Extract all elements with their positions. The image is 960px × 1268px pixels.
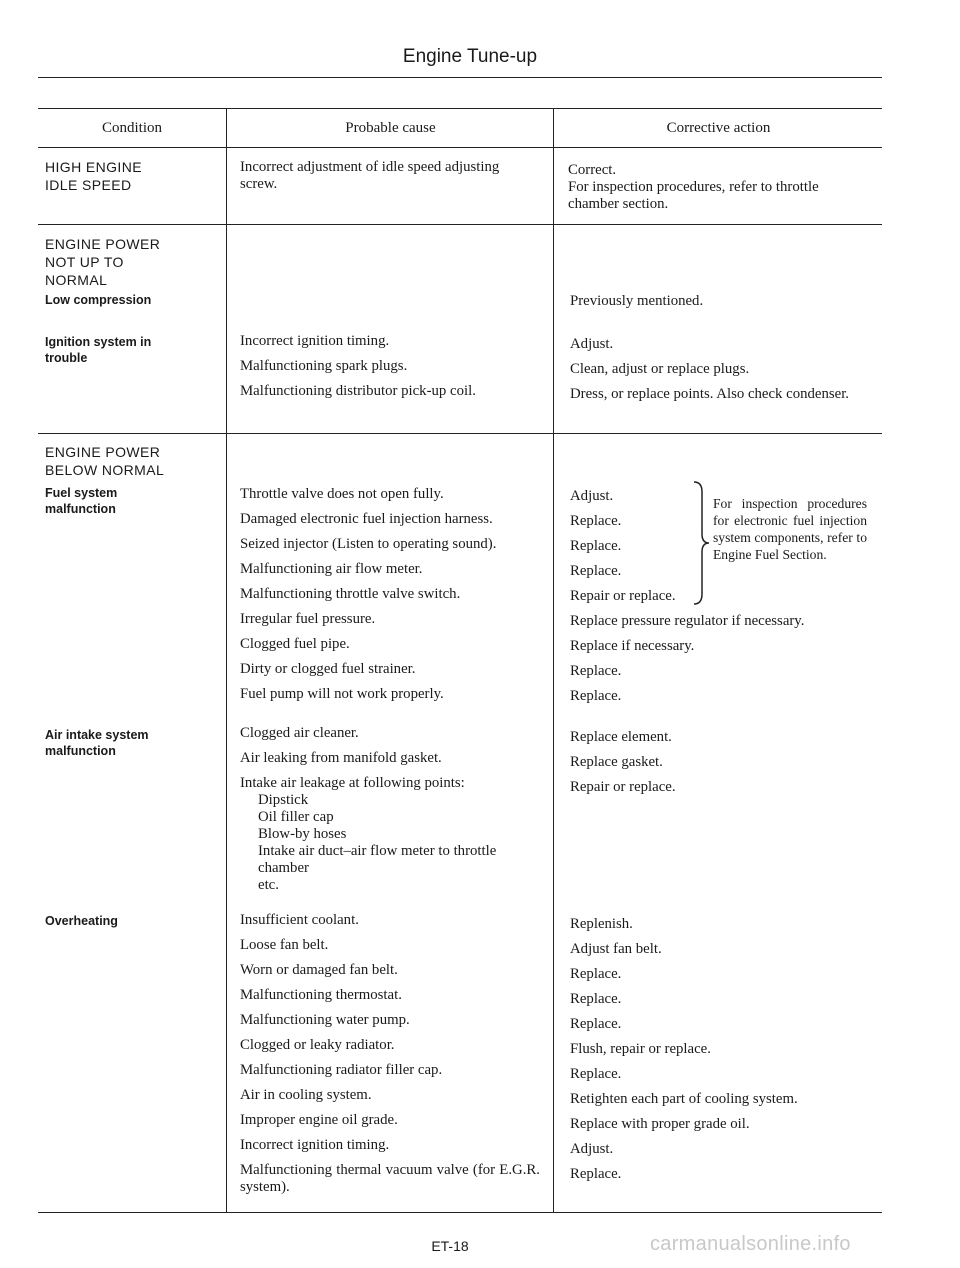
cause-list-high-idle — [240, 159, 540, 201]
action-list-overheating — [570, 916, 875, 1191]
action-item: Repair or replace. — [570, 779, 676, 795]
column-header-action: Corrective action — [666, 120, 771, 136]
action-item: Replace. — [570, 991, 622, 1007]
action-item: Replace. — [570, 1066, 622, 1082]
leakage-point: Dipstick — [258, 792, 309, 808]
action-item: Dress, or replace points. Also check condenser. — [570, 386, 850, 402]
action-list-high-idle — [568, 162, 873, 213]
cause-list-fuel — [240, 486, 545, 711]
cause-item: Irregular fuel pressure. — [240, 611, 376, 627]
header-bottom-rule — [38, 147, 882, 148]
cause-item: Air in cooling system. — [240, 1087, 372, 1103]
page-title: Engine Tune-up — [402, 46, 538, 67]
action-item: Replace. — [570, 538, 622, 554]
action-item: Adjust. — [570, 1141, 614, 1157]
cause-item: Improper engine oil grade. — [240, 1112, 398, 1128]
column-divider-1 — [226, 108, 227, 1212]
action-list-ignition — [570, 336, 866, 411]
column-header-condition: Condition — [101, 120, 162, 136]
cause-item: Malfunctioning spark plugs. — [240, 358, 408, 374]
action-item: Replace if necessary. — [570, 638, 695, 654]
action-item: Replace with proper grade oil. — [570, 1116, 750, 1132]
action-item: Replace. — [570, 663, 622, 679]
condition-power-not-normal: ENGINE POWER NOT UP TO NORMAL — [45, 236, 161, 288]
leakage-point: Oil filler cap — [258, 809, 334, 825]
action-list-air-intake — [570, 729, 875, 804]
watermark-text: carmanualsonline.info — [650, 1233, 851, 1255]
cause-item: Worn or damaged fan belt. — [240, 962, 398, 978]
condition-overheating: Overheating — [45, 914, 118, 928]
cause-item: Incorrect ignition timing. — [240, 333, 390, 349]
column-divider-2 — [553, 108, 554, 1212]
condition-air-intake: Air intake system malfunction — [45, 728, 149, 758]
leakage-point: chamber — [258, 860, 309, 876]
cause-item: Loose fan belt. — [240, 937, 329, 953]
cause-item: Damaged electronic fuel injection harness. — [240, 511, 493, 527]
brace-note: For inspection procedures for electronic fuel injection system components, refer to Engine Fuel Section. — [713, 496, 867, 562]
cause-item: Intake air leakage at following points: — [240, 775, 465, 791]
cause-item: Insufficient coolant. — [240, 912, 359, 928]
action-item: Replenish. — [570, 916, 633, 932]
condition-fuel-system: Fuel system malfunction — [45, 486, 118, 516]
table-top-rule — [38, 108, 882, 109]
action-item: Adjust. — [570, 336, 614, 352]
page-number: ET-18 — [431, 1238, 469, 1254]
curly-brace-icon — [692, 480, 712, 606]
action-item: Clean, adjust or replace plugs. — [570, 361, 750, 377]
leakage-point: Intake air duct–air flow meter to throttle — [258, 843, 497, 859]
leakage-points — [240, 792, 545, 894]
cause-item: Malfunctioning distributor pick-up coil. — [240, 383, 476, 399]
condition-power-below-normal: ENGINE POWER BELOW NORMAL — [45, 444, 165, 478]
cause-item: Malfunctioning radiator filler cap. — [240, 1062, 443, 1078]
header-rule — [38, 77, 882, 78]
action-item: Replace pressure regulator if necessary. — [570, 613, 805, 629]
cause-item: Malfunctioning water pump. — [240, 1012, 410, 1028]
cause-item: Malfunctioning thermostat. — [240, 987, 402, 1003]
action-item: Replace. — [570, 563, 622, 579]
cause-item: Malfunctioning air flow meter. — [240, 561, 423, 577]
cause-list-overheating — [240, 912, 540, 1204]
cause-item: Incorrect adjustment of idle speed adjusting screw. — [240, 159, 500, 192]
cause-item: Throttle valve does not open fully. — [240, 486, 444, 502]
column-header-cause: Probable cause — [345, 120, 436, 136]
cause-list-air-intake — [240, 725, 545, 894]
action-item: Flush, repair or replace. — [570, 1041, 711, 1057]
cause-item: Malfunctioning thermal vacuum valve (for E.G.R. system). — [240, 1162, 540, 1195]
cause-item: Clogged or leaky radiator. — [240, 1037, 395, 1053]
condition-high-idle: HIGH ENGINE IDLE SPEED — [45, 159, 142, 193]
table-bottom-rule — [38, 1212, 882, 1213]
cause-item: Clogged fuel pipe. — [240, 636, 350, 652]
action-item: Replace. — [570, 513, 622, 529]
cause-item: Incorrect ignition timing. — [240, 1137, 390, 1153]
action-item: Repair or replace. — [570, 588, 676, 604]
condition-ignition-trouble: Ignition system in trouble — [45, 335, 152, 365]
action-item: Correct. — [568, 162, 617, 178]
action-item: Replace. — [570, 1016, 622, 1032]
action-item: Retighten each part of cooling system. — [570, 1091, 798, 1107]
action-low-compression: Previously mentioned. — [570, 293, 704, 309]
section-rule-1 — [38, 224, 882, 225]
leakage-point: Blow-by hoses — [258, 826, 347, 842]
cause-item: Air leaking from manifold gasket. — [240, 750, 442, 766]
action-item: For inspection procedures, refer to throttle chamber section. — [568, 179, 819, 212]
action-list-fuel — [570, 613, 875, 713]
leakage-point: etc. — [258, 877, 279, 893]
cause-item: Clogged air cleaner. — [240, 725, 359, 741]
action-item: Replace element. — [570, 729, 672, 745]
section-rule-2 — [38, 433, 882, 434]
action-item: Adjust. — [570, 488, 614, 504]
cause-item: Fuel pump will not work properly. — [240, 686, 444, 702]
action-item: Replace gasket. — [570, 754, 663, 770]
cause-item: Dirty or clogged fuel strainer. — [240, 661, 416, 677]
action-item: Replace. — [570, 1166, 622, 1182]
action-item: Replace. — [570, 966, 622, 982]
cause-list-ignition — [240, 333, 540, 408]
brace-action-list — [570, 488, 694, 613]
action-item: Replace. — [570, 688, 622, 704]
cause-item: Malfunctioning throttle valve switch. — [240, 586, 461, 602]
cause-item: Seized injector (Listen to operating sound). — [240, 536, 497, 552]
action-item: Adjust fan belt. — [570, 941, 662, 957]
condition-low-compression: Low compression — [45, 293, 152, 307]
